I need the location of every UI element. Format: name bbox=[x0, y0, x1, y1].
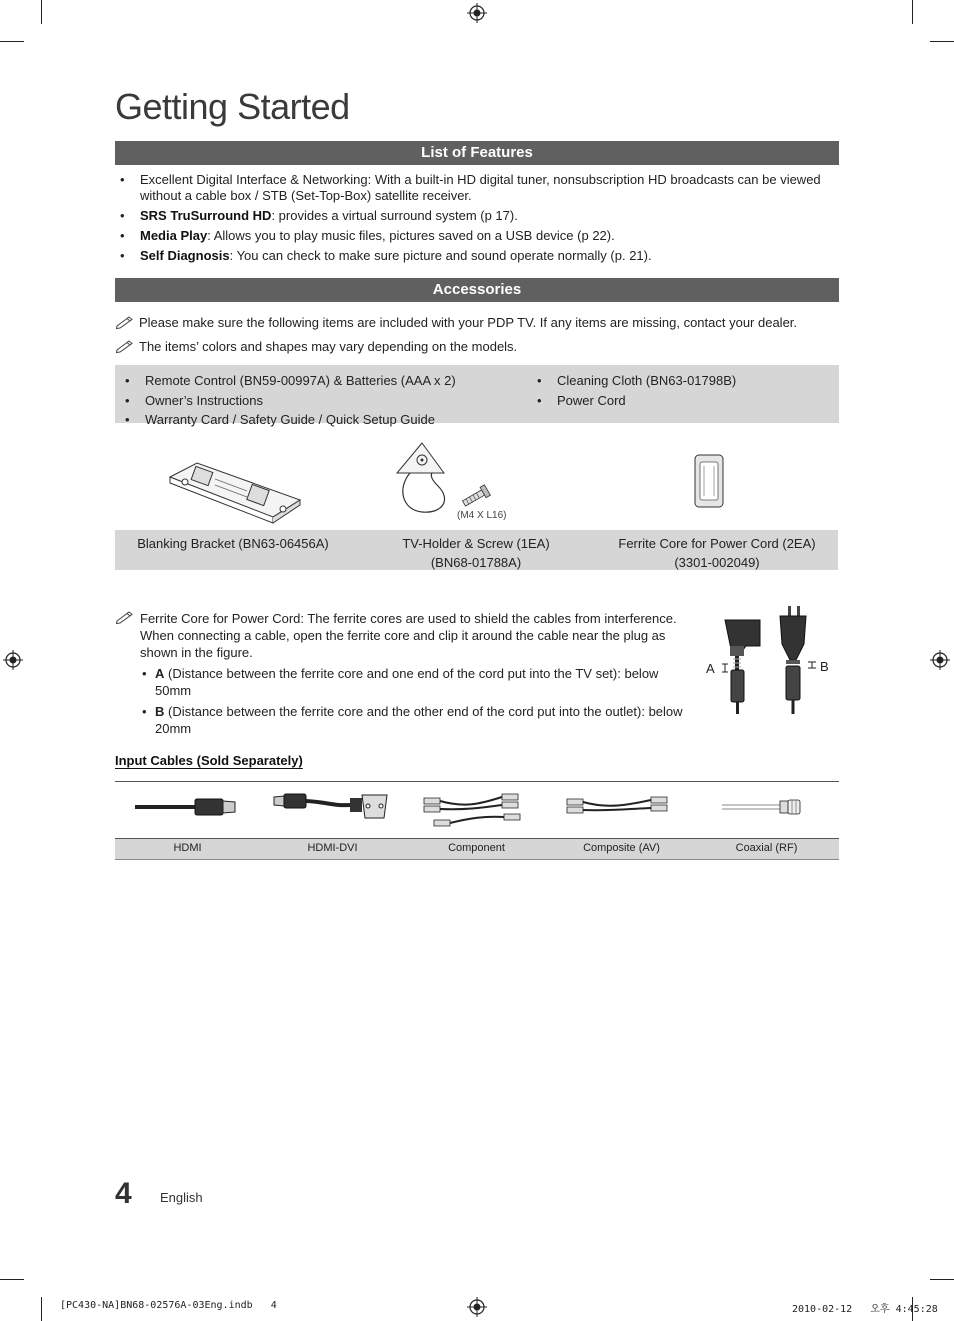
accessories-box bbox=[115, 365, 839, 427]
registration-mark-icon bbox=[467, 3, 487, 23]
accessories-list-left bbox=[115, 371, 456, 430]
hdmi-dvi-cable-image bbox=[272, 790, 392, 822]
features-list bbox=[115, 172, 839, 268]
page-language: English bbox=[160, 1190, 203, 1205]
coaxial-cable-image bbox=[720, 795, 804, 819]
note-pencil-icon bbox=[115, 315, 135, 329]
caption-composite: Composite (AV) bbox=[583, 842, 660, 854]
crop-mark bbox=[930, 41, 954, 42]
caption-coaxial: Coaxial (RF) bbox=[735, 842, 798, 854]
page-number: 4 bbox=[115, 1177, 132, 1210]
crop-mark bbox=[41, 1297, 42, 1321]
screw-size-label: (M4 X L16) bbox=[457, 510, 507, 521]
ferrite-note bbox=[115, 610, 695, 741]
note-pencil-icon bbox=[115, 339, 135, 353]
composite-cable-image bbox=[563, 793, 679, 821]
crop-mark bbox=[930, 1279, 954, 1280]
crop-mark bbox=[0, 1279, 24, 1280]
list-item: • Remote Control (BN59-00997A) & Batteries (AAA x 2) bbox=[115, 371, 456, 391]
ferrite-core-image bbox=[692, 452, 726, 510]
crop-mark bbox=[912, 0, 913, 24]
power-cord-ferrite-figure bbox=[700, 604, 840, 716]
component-cable-image bbox=[420, 790, 532, 830]
list-item: • Warranty Card / Safety Guide / Quick Setup Guide bbox=[115, 410, 456, 430]
caption-blanking-bracket: Blanking Bracket (BN63-06456A) bbox=[137, 536, 329, 551]
registration-mark-icon bbox=[3, 650, 23, 670]
accessories-heading: Accessories bbox=[115, 278, 839, 302]
hdmi-cable-image bbox=[133, 793, 238, 821]
blanking-bracket-image bbox=[165, 455, 305, 525]
note-pencil-icon bbox=[115, 610, 135, 624]
print-file-info: [PC430-NA]BN68-02576A-03Eng.indb 4 bbox=[60, 1300, 277, 1311]
caption-ferrite-core: Ferrite Core for Power Cord (2EA) (3301-002049) bbox=[618, 536, 816, 570]
list-item: • Media Play: Allows you to play music files, pictures saved on a USB device (p 22). bbox=[115, 228, 839, 244]
ferrite-distance-list bbox=[115, 665, 695, 737]
print-date-info: 2010-02-12 오후 4:45:28 bbox=[792, 1304, 938, 1315]
note: Please make sure the following items are included with your PDP TV. If any items are missing, contact your dealer. bbox=[115, 315, 839, 331]
list-item: • Cleaning Cloth (BN63-01798B) bbox=[527, 371, 736, 391]
crop-mark bbox=[0, 41, 24, 42]
note: The items’ colors and shapes may vary depending on the models. bbox=[115, 339, 839, 355]
accessories-list-right bbox=[527, 371, 736, 410]
ferrite-note-text: Ferrite Core for Power Cord: The ferrite cores are used to shield the cables from interference. When connecting a cable, open the ferrite core and clip it around the cable near the plug as shown in the figure. bbox=[140, 611, 677, 660]
cable-caption-bar bbox=[115, 839, 839, 860]
label-b: B bbox=[820, 659, 829, 674]
caption-tv-holder: TV-Holder & Screw (1EA) (BN68-01788A) bbox=[402, 536, 550, 570]
caption-hdmi-dvi: HDMI-DVI bbox=[307, 842, 358, 854]
registration-mark-icon bbox=[930, 650, 950, 670]
caption-hdmi: HDMI bbox=[173, 842, 202, 854]
list-item: • Owner’s Instructions bbox=[115, 391, 456, 411]
list-item: • Power Cord bbox=[527, 391, 736, 411]
divider bbox=[115, 781, 839, 782]
list-item: • B (Distance between the ferrite core and the other end of the cord put into the outlet): below 20mm bbox=[115, 703, 695, 737]
input-cables-heading: Input Cables (Sold Separately) bbox=[115, 753, 303, 768]
page-title: Getting Started bbox=[115, 86, 350, 127]
list-item: • A (Distance between the ferrite core and one end of the cord put into the TV set): below 50mm bbox=[115, 665, 695, 699]
accessories-caption-bar bbox=[115, 530, 838, 570]
list-item: • Excellent Digital Interface & Networking: With a built-in HD digital tuner, nonsubscription HD broadcasts can be viewed without a cable box / STB (Set-Top-Box) satellite receiver. bbox=[115, 172, 839, 204]
features-heading: List of Features bbox=[115, 141, 839, 165]
list-item: • Self Diagnosis: You can check to make sure picture and sound operate normally (p. 21). bbox=[115, 248, 839, 264]
caption-component: Component bbox=[448, 842, 505, 854]
label-a: A bbox=[706, 661, 715, 676]
list-item: • SRS TruSurround HD: provides a virtual surround system (p 17). bbox=[115, 208, 839, 224]
registration-mark-icon bbox=[467, 1297, 487, 1317]
tv-holder-image bbox=[392, 438, 502, 518]
crop-mark bbox=[41, 0, 42, 24]
